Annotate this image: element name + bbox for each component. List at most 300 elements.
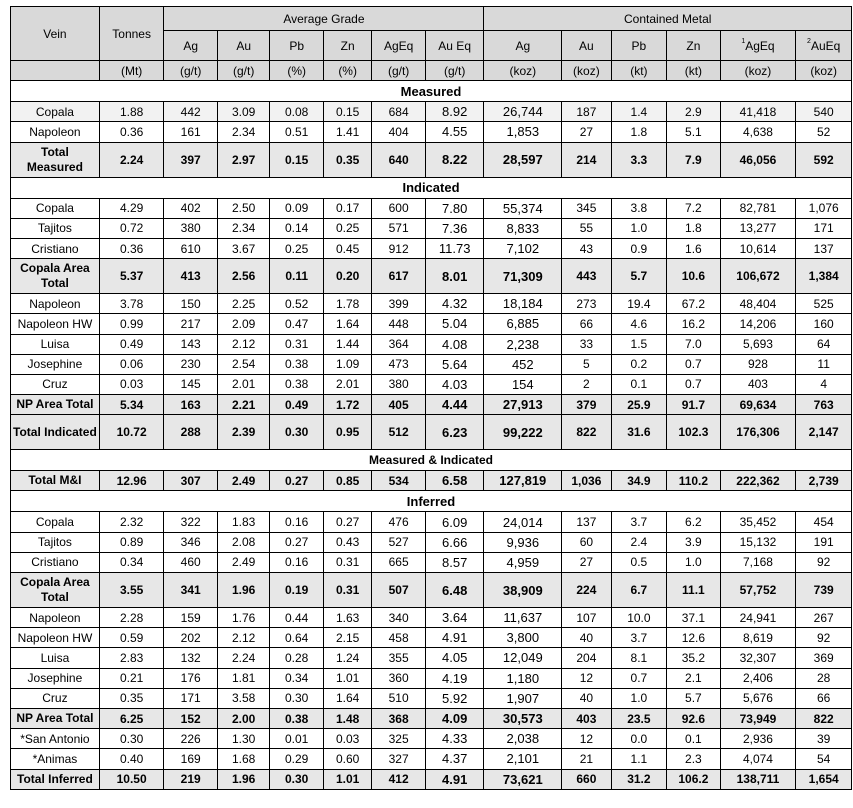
- value-cell: 71,309: [484, 259, 562, 294]
- value-cell: 54: [796, 749, 852, 769]
- vein-cell: Copala Area Total: [11, 259, 100, 294]
- vein-cell: Josephine: [11, 668, 100, 688]
- grade-col-header: AgEq: [372, 31, 426, 61]
- value-cell: 527: [372, 532, 426, 552]
- value-cell: 355: [372, 648, 426, 668]
- vein-cell: NP Area Total: [11, 708, 100, 728]
- value-cell: 1.72: [323, 395, 371, 415]
- value-cell: 6.58: [425, 471, 484, 491]
- value-cell: 610: [164, 238, 218, 258]
- value-cell: 763: [796, 395, 852, 415]
- value-cell: 27: [562, 552, 611, 572]
- value-cell: 92: [796, 628, 852, 648]
- value-cell: 92: [796, 552, 852, 572]
- value-cell: 1,853: [484, 122, 562, 142]
- value-cell: 222,362: [720, 471, 796, 491]
- table-row: [11, 198, 852, 218]
- value-cell: 473: [372, 354, 426, 374]
- total-row: [11, 395, 852, 415]
- value-cell: 507: [372, 573, 426, 608]
- metal-col-header: Au: [562, 31, 611, 61]
- value-cell: 448: [372, 314, 426, 334]
- value-cell: 7.2: [667, 198, 721, 218]
- table-row: [11, 218, 852, 238]
- value-cell: 0.36: [99, 238, 164, 258]
- value-cell: 0.34: [270, 668, 324, 688]
- value-cell: 2.39: [217, 415, 269, 450]
- value-cell: 1,180: [484, 668, 562, 688]
- value-cell: 12,049: [484, 648, 562, 668]
- value-cell: 571: [372, 218, 426, 238]
- value-cell: 35,452: [720, 512, 796, 532]
- vein-cell: Luisa: [11, 334, 100, 354]
- value-cell: 0.28: [270, 648, 324, 668]
- value-cell: 2,101: [484, 749, 562, 769]
- value-cell: 5: [562, 354, 611, 374]
- value-cell: 5.7: [667, 688, 721, 708]
- value-cell: 2.21: [217, 395, 269, 415]
- value-cell: 2,739: [796, 471, 852, 491]
- value-cell: 1.64: [323, 688, 371, 708]
- value-cell: 66: [562, 314, 611, 334]
- value-cell: 2.34: [217, 122, 269, 142]
- value-cell: 6.7: [611, 573, 667, 608]
- table-row: [11, 334, 852, 354]
- value-cell: 14,206: [720, 314, 796, 334]
- value-cell: 2.01: [323, 374, 371, 394]
- value-cell: 0.30: [99, 729, 164, 749]
- value-cell: 267: [796, 608, 852, 628]
- value-cell: 0.30: [270, 415, 324, 450]
- value-cell: 1.96: [217, 769, 269, 789]
- unit-cell: (kt): [667, 61, 721, 81]
- value-cell: 4.37: [425, 749, 484, 769]
- value-cell: 25.9: [611, 395, 667, 415]
- vein-cell: Tajitos: [11, 532, 100, 552]
- value-cell: 3.64: [425, 608, 484, 628]
- value-cell: 822: [796, 708, 852, 728]
- value-cell: 5.1: [667, 122, 721, 142]
- value-cell: 57,752: [720, 573, 796, 608]
- value-cell: 191: [796, 532, 852, 552]
- value-cell: 55,374: [484, 198, 562, 218]
- value-cell: 2.15: [323, 628, 371, 648]
- value-cell: 21: [562, 749, 611, 769]
- value-cell: 3.7: [611, 512, 667, 532]
- value-cell: 600: [372, 198, 426, 218]
- value-cell: 0.20: [323, 259, 371, 294]
- value-cell: 16.2: [667, 314, 721, 334]
- value-cell: 0.7: [667, 374, 721, 394]
- value-cell: 0.19: [270, 573, 324, 608]
- value-cell: 7.80: [425, 198, 484, 218]
- value-cell: 91.7: [667, 395, 721, 415]
- section-title: Inferred: [11, 491, 852, 512]
- value-cell: 452: [484, 354, 562, 374]
- value-cell: 2.9: [667, 102, 721, 122]
- value-cell: 0.36: [99, 122, 164, 142]
- value-cell: 5,693: [720, 334, 796, 354]
- value-cell: 1.09: [323, 354, 371, 374]
- value-cell: 0.60: [323, 749, 371, 769]
- value-cell: 540: [796, 102, 852, 122]
- value-cell: 1.68: [217, 749, 269, 769]
- value-cell: 92.6: [667, 708, 721, 728]
- table-row: [11, 532, 852, 552]
- value-cell: 7.9: [667, 142, 721, 177]
- value-cell: 412: [372, 769, 426, 789]
- value-cell: 2,147: [796, 415, 852, 450]
- value-cell: 380: [372, 374, 426, 394]
- value-cell: 0.89: [99, 532, 164, 552]
- value-cell: 2.83: [99, 648, 164, 668]
- value-cell: 10.0: [611, 608, 667, 628]
- value-cell: 11: [796, 354, 852, 374]
- value-cell: 0.15: [270, 142, 324, 177]
- value-cell: 5.64: [425, 354, 484, 374]
- value-cell: 2.12: [217, 628, 269, 648]
- value-cell: 402: [164, 198, 218, 218]
- vein-cell: Josephine: [11, 354, 100, 374]
- vein-cell: *San Antonio: [11, 729, 100, 749]
- value-cell: 405: [372, 395, 426, 415]
- value-cell: 1.88: [99, 102, 164, 122]
- value-cell: 11.1: [667, 573, 721, 608]
- table-row: [11, 294, 852, 314]
- value-cell: 6.66: [425, 532, 484, 552]
- value-cell: 739: [796, 573, 852, 608]
- value-cell: 106.2: [667, 769, 721, 789]
- metal-col-header: Ag: [484, 31, 562, 61]
- value-cell: 145: [164, 374, 218, 394]
- value-cell: 4,074: [720, 749, 796, 769]
- value-cell: 8.1: [611, 648, 667, 668]
- section-title: Measured: [11, 81, 852, 102]
- value-cell: 2.24: [99, 142, 164, 177]
- value-cell: 6,885: [484, 314, 562, 334]
- value-cell: 2.08: [217, 532, 269, 552]
- table-row: [11, 688, 852, 708]
- value-cell: 397: [164, 142, 218, 177]
- value-cell: 60: [562, 532, 611, 552]
- value-cell: 2.49: [217, 471, 269, 491]
- value-cell: 2.09: [217, 314, 269, 334]
- value-cell: 24,014: [484, 512, 562, 532]
- value-cell: 0.29: [270, 749, 324, 769]
- value-cell: 138,711: [720, 769, 796, 789]
- average-grade-header: Average Grade: [164, 7, 484, 31]
- value-cell: 0.44: [270, 608, 324, 628]
- value-cell: 6.23: [425, 415, 484, 450]
- metal-col-header: $^2$AuEq: [796, 31, 852, 61]
- value-cell: 2.25: [217, 294, 269, 314]
- value-cell: 2.97: [217, 142, 269, 177]
- value-cell: 10.6: [667, 259, 721, 294]
- value-cell: 0.30: [270, 688, 324, 708]
- value-cell: 0.1: [611, 374, 667, 394]
- value-cell: 11,637: [484, 608, 562, 628]
- value-cell: 1.96: [217, 573, 269, 608]
- vein-cell: Tajitos: [11, 218, 100, 238]
- value-cell: 67.2: [667, 294, 721, 314]
- unit-cell: (g/t): [372, 61, 426, 81]
- footnote-marker: 1: [741, 37, 746, 45]
- value-cell: 2.01: [217, 374, 269, 394]
- value-cell: 1,907: [484, 688, 562, 708]
- value-cell: 0.34: [99, 552, 164, 572]
- value-cell: 2.3: [667, 749, 721, 769]
- vein-cell: Total Measured: [11, 142, 100, 177]
- value-cell: 34.9: [611, 471, 667, 491]
- total-row: [11, 142, 852, 177]
- value-cell: 5,676: [720, 688, 796, 708]
- value-cell: 26,744: [484, 102, 562, 122]
- value-cell: 0.27: [323, 512, 371, 532]
- value-cell: 160: [796, 314, 852, 334]
- value-cell: 39: [796, 729, 852, 749]
- unit-cell: (koz): [796, 61, 852, 81]
- value-cell: 5.7: [611, 259, 667, 294]
- value-cell: 6.2: [667, 512, 721, 532]
- value-cell: 822: [562, 415, 611, 450]
- value-cell: 404: [372, 122, 426, 142]
- value-cell: 1.48: [323, 708, 371, 728]
- value-cell: 2.1: [667, 668, 721, 688]
- value-cell: 1.1: [611, 749, 667, 769]
- value-cell: 40: [562, 688, 611, 708]
- value-cell: 3,800: [484, 628, 562, 648]
- value-cell: 1.64: [323, 314, 371, 334]
- value-cell: 0.0: [611, 729, 667, 749]
- value-cell: 3.55: [99, 573, 164, 608]
- value-cell: 3.09: [217, 102, 269, 122]
- value-cell: 327: [372, 749, 426, 769]
- value-cell: 0.27: [270, 532, 324, 552]
- table-row: [11, 648, 852, 668]
- value-cell: 31.2: [611, 769, 667, 789]
- value-cell: 7,102: [484, 238, 562, 258]
- value-cell: 0.7: [667, 354, 721, 374]
- value-cell: 1.78: [323, 294, 371, 314]
- value-cell: 1.81: [217, 668, 269, 688]
- value-cell: 12.96: [99, 471, 164, 491]
- value-cell: 8.22: [425, 142, 484, 177]
- contained-metal-header: Contained Metal: [484, 7, 852, 31]
- value-cell: 1.63: [323, 608, 371, 628]
- value-cell: 2.28: [99, 608, 164, 628]
- value-cell: 4.08: [425, 334, 484, 354]
- resource-table: [10, 6, 852, 790]
- vein-cell: Napoleon: [11, 294, 100, 314]
- value-cell: 1,036: [562, 471, 611, 491]
- value-cell: 154: [484, 374, 562, 394]
- value-cell: 176: [164, 668, 218, 688]
- value-cell: 340: [372, 608, 426, 628]
- unit-cell: (Mt): [99, 61, 164, 81]
- value-cell: 5.04: [425, 314, 484, 334]
- total-row: [11, 415, 852, 450]
- value-cell: 66: [796, 688, 852, 708]
- value-cell: 0.85: [323, 471, 371, 491]
- value-cell: 0.09: [270, 198, 324, 218]
- value-cell: 28: [796, 668, 852, 688]
- value-cell: 31.6: [611, 415, 667, 450]
- value-cell: 369: [796, 648, 852, 668]
- value-cell: 0.21: [99, 668, 164, 688]
- vein-header: Vein: [11, 7, 100, 61]
- value-cell: 458: [372, 628, 426, 648]
- value-cell: 9,936: [484, 532, 562, 552]
- table-row: [11, 608, 852, 628]
- value-cell: 159: [164, 608, 218, 628]
- unit-cell: (g/t): [164, 61, 218, 81]
- value-cell: 307: [164, 471, 218, 491]
- value-cell: 2.24: [217, 648, 269, 668]
- value-cell: 379: [562, 395, 611, 415]
- value-cell: 0.38: [270, 708, 324, 728]
- table-row: [11, 512, 852, 532]
- value-cell: 0.15: [323, 102, 371, 122]
- value-cell: 1.44: [323, 334, 371, 354]
- table-row: [11, 374, 852, 394]
- vein-cell: Napoleon HW: [11, 628, 100, 648]
- unit-cell: (%): [270, 61, 324, 81]
- value-cell: 99,222: [484, 415, 562, 450]
- value-cell: 1.01: [323, 769, 371, 789]
- value-cell: 325: [372, 729, 426, 749]
- value-cell: 8,833: [484, 218, 562, 238]
- footnote-marker: 2: [807, 37, 811, 45]
- value-cell: 163: [164, 395, 218, 415]
- value-cell: 2.56: [217, 259, 269, 294]
- value-cell: 0.2: [611, 354, 667, 374]
- value-cell: 288: [164, 415, 218, 450]
- value-cell: 27: [562, 122, 611, 142]
- vein-cell: NP Area Total: [11, 395, 100, 415]
- table-row: [11, 668, 852, 688]
- value-cell: 48,404: [720, 294, 796, 314]
- value-cell: 230: [164, 354, 218, 374]
- unit-cell: (koz): [484, 61, 562, 81]
- value-cell: 3.9: [667, 532, 721, 552]
- value-cell: 55: [562, 218, 611, 238]
- value-cell: 273: [562, 294, 611, 314]
- value-cell: 0.95: [323, 415, 371, 450]
- value-cell: 1,654: [796, 769, 852, 789]
- value-cell: 82,781: [720, 198, 796, 218]
- value-cell: 454: [796, 512, 852, 532]
- value-cell: 4.33: [425, 729, 484, 749]
- value-cell: 3.58: [217, 688, 269, 708]
- value-cell: 4.91: [425, 769, 484, 789]
- value-cell: 110.2: [667, 471, 721, 491]
- value-cell: 127,819: [484, 471, 562, 491]
- value-cell: 3.67: [217, 238, 269, 258]
- value-cell: 0.16: [270, 512, 324, 532]
- value-cell: 0.03: [99, 374, 164, 394]
- value-cell: 2,406: [720, 668, 796, 688]
- value-cell: 0.51: [270, 122, 324, 142]
- value-cell: 1.76: [217, 608, 269, 628]
- value-cell: 187: [562, 102, 611, 122]
- value-cell: 660: [562, 769, 611, 789]
- value-cell: 684: [372, 102, 426, 122]
- value-cell: 0.49: [270, 395, 324, 415]
- value-cell: 0.30: [270, 769, 324, 789]
- value-cell: 0.31: [323, 552, 371, 572]
- value-cell: 6.25: [99, 708, 164, 728]
- unit-cell: (koz): [562, 61, 611, 81]
- value-cell: 143: [164, 334, 218, 354]
- value-cell: 0.9: [611, 238, 667, 258]
- value-cell: 0.01: [270, 729, 324, 749]
- unit-cell: (g/t): [425, 61, 484, 81]
- table-row: [11, 354, 852, 374]
- value-cell: 161: [164, 122, 218, 142]
- value-cell: 0.49: [99, 334, 164, 354]
- value-cell: 217: [164, 314, 218, 334]
- vein-cell: Napoleon: [11, 608, 100, 628]
- units-label-cell: [11, 61, 100, 81]
- vein-cell: Cristiano: [11, 238, 100, 258]
- value-cell: 40: [562, 628, 611, 648]
- value-cell: 1.0: [611, 688, 667, 708]
- value-cell: 13,277: [720, 218, 796, 238]
- vein-cell: Cristiano: [11, 552, 100, 572]
- metal-col-header: Zn: [667, 31, 721, 61]
- vein-cell: Copala: [11, 198, 100, 218]
- value-cell: 0.27: [270, 471, 324, 491]
- value-cell: 2,936: [720, 729, 796, 749]
- vein-cell: Total Inferred: [11, 769, 100, 789]
- value-cell: 0.31: [323, 573, 371, 608]
- vein-cell: Cruz: [11, 688, 100, 708]
- value-cell: 8.57: [425, 552, 484, 572]
- section-title: Measured & Indicated: [11, 450, 852, 471]
- value-cell: 7.36: [425, 218, 484, 238]
- value-cell: 19.4: [611, 294, 667, 314]
- value-cell: 640: [372, 142, 426, 177]
- value-cell: 4.09: [425, 708, 484, 728]
- value-cell: 2.50: [217, 198, 269, 218]
- unit-cell: (%): [323, 61, 371, 81]
- vein-cell: Total Indicated: [11, 415, 100, 450]
- grade-col-header: Ag: [164, 31, 218, 61]
- value-cell: 0.31: [270, 334, 324, 354]
- value-cell: 107: [562, 608, 611, 628]
- value-cell: 11.73: [425, 238, 484, 258]
- value-cell: 176,306: [720, 415, 796, 450]
- value-cell: 1.0: [611, 218, 667, 238]
- value-cell: 380: [164, 218, 218, 238]
- value-cell: 2.00: [217, 708, 269, 728]
- table-row: [11, 628, 852, 648]
- value-cell: 1,076: [796, 198, 852, 218]
- table-row: [11, 749, 852, 769]
- value-cell: 2.4: [611, 532, 667, 552]
- value-cell: 106,672: [720, 259, 796, 294]
- value-cell: 8,619: [720, 628, 796, 648]
- value-cell: 0.38: [270, 354, 324, 374]
- value-cell: 30,573: [484, 708, 562, 728]
- value-cell: 345: [562, 198, 611, 218]
- value-cell: 10.72: [99, 415, 164, 450]
- value-cell: 1.6: [667, 238, 721, 258]
- value-cell: 928: [720, 354, 796, 374]
- value-cell: 1.01: [323, 668, 371, 688]
- value-cell: 52: [796, 122, 852, 142]
- value-cell: 37.1: [667, 608, 721, 628]
